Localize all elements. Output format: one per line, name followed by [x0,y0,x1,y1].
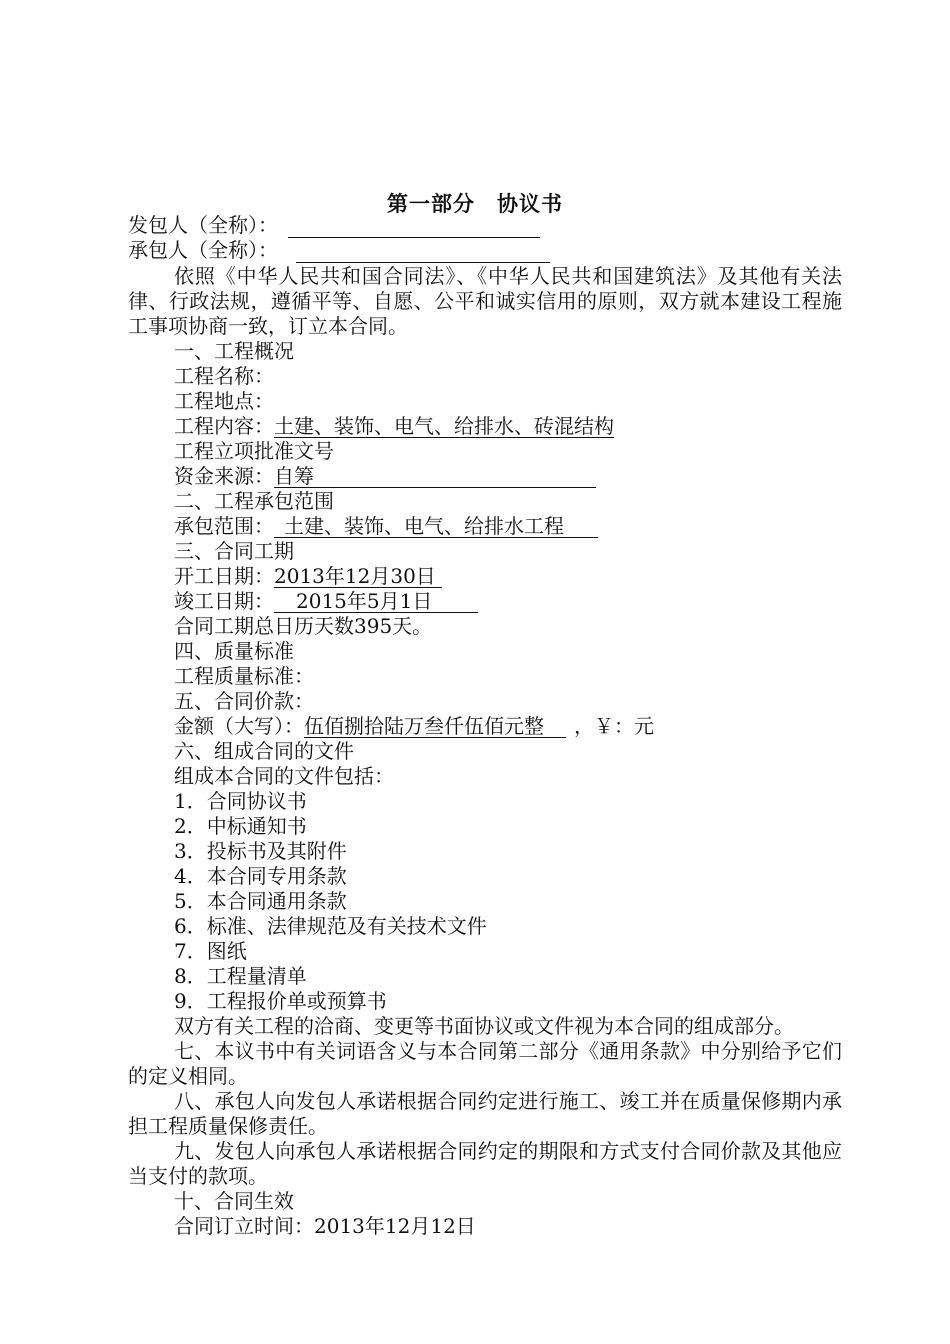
start-date-line [174,564,442,589]
employer-blank [288,217,540,238]
end-date-value: 2015年5月1日 [274,590,478,613]
project-content-label: 工程内容： [174,414,274,438]
quality-label: 工程质量标准： [174,664,314,688]
doc-item-2: 2．中标通知书 [174,814,307,838]
project-content-line [174,414,614,439]
intro-paragraph: 依照《中华人民共和国合同法》、《中华人民共和国建筑法》及其他有关法律、行政法规，遵循平等、自愿、公平和诚实信用的原则，双方就本建设工程施工事项协商一致，订立本合同。 [128,264,842,338]
project-content-value: 土建、装饰、电气、给排水、砖混结构 [274,414,614,438]
doc-item-6: 6．标准、法律规范及有关技术文件 [174,914,487,938]
s9-paragraph: 九、发包人向承包人承诺根据合同约定的期限和方式支付合同价款及其他应当支付的款项。 [128,1139,842,1188]
total-days: 合同工期总日历天数395天。 [174,614,433,638]
doc-item-7: 7．图纸 [174,939,247,963]
end-date-line [174,589,478,614]
amount-tail: ，￥：元 [574,714,654,738]
s3-heading: 三、合同工期 [174,539,294,563]
s10-heading: 十、合同生效 [174,1189,294,1213]
s1-heading: 一、工程概况 [174,339,294,363]
s4-heading: 四、质量标准 [174,639,294,663]
page-title: 第一部分 协议书 [387,191,563,216]
fund-line [174,464,596,489]
doc-item-1: 1．合同协议书 [174,789,307,813]
s7-paragraph: 七、本议书中有关词语含义与本合同第二部分《通用条款》中分别给予它们的定义相同。 [128,1039,842,1088]
contractor-blank [296,242,550,263]
scope-label: 承包范围： [174,514,274,538]
amount-line [174,714,654,739]
scope-value: 土建、装饰、电气、给排水工程 [274,515,598,538]
contractor-line [128,238,550,263]
s5-heading: 五、合同价款： [174,689,314,713]
doc-item-9: 9．工程报价单或预算书 [174,989,387,1013]
doc-item-4: 4．本合同专用条款 [174,864,347,888]
s8-paragraph: 八、承包人向发包人承诺根据合同约定进行施工、竣工并在质量保修期内承担工程质量保修责任。 [128,1089,842,1138]
amount-label: 金额（大写）： [174,714,304,738]
s2-heading: 二、工程承包范围 [174,489,334,513]
s6-intro: 组成本合同的文件包括： [174,764,394,788]
doc-item-3: 3．投标书及其附件 [174,839,347,863]
start-date-value: 2013年12月30日 [274,565,442,588]
approval-label: 工程立项批准文号 [174,439,334,463]
project-name-label: 工程名称： [174,364,274,388]
scope-line [174,514,598,539]
amount-value: 伍佰捌拾陆万叁仟伍佰元整 [304,715,566,738]
doc-item-5: 5．本合同通用条款 [174,889,347,913]
signed-date: 合同订立时间：2013年12月12日 [174,1214,476,1238]
fund-value: 自筹 [274,465,596,488]
end-date-label: 竣工日期： [174,589,274,613]
fund-label: 资金来源： [174,464,274,488]
contractor-label: 承包人（全称）： [128,238,278,262]
employer-label: 发包人（全称）： [128,213,278,237]
project-site-label: 工程地点： [174,389,274,413]
start-date-label: 开工日期： [174,564,274,588]
doc-item-8: 8．工程量清单 [174,964,307,988]
employer-line [128,213,540,238]
s6-closing: 双方有关工程的洽商、变更等书面协议或文件视为本合同的组成部分。 [174,1014,794,1038]
s6-heading: 六、组成合同的文件 [174,739,354,763]
